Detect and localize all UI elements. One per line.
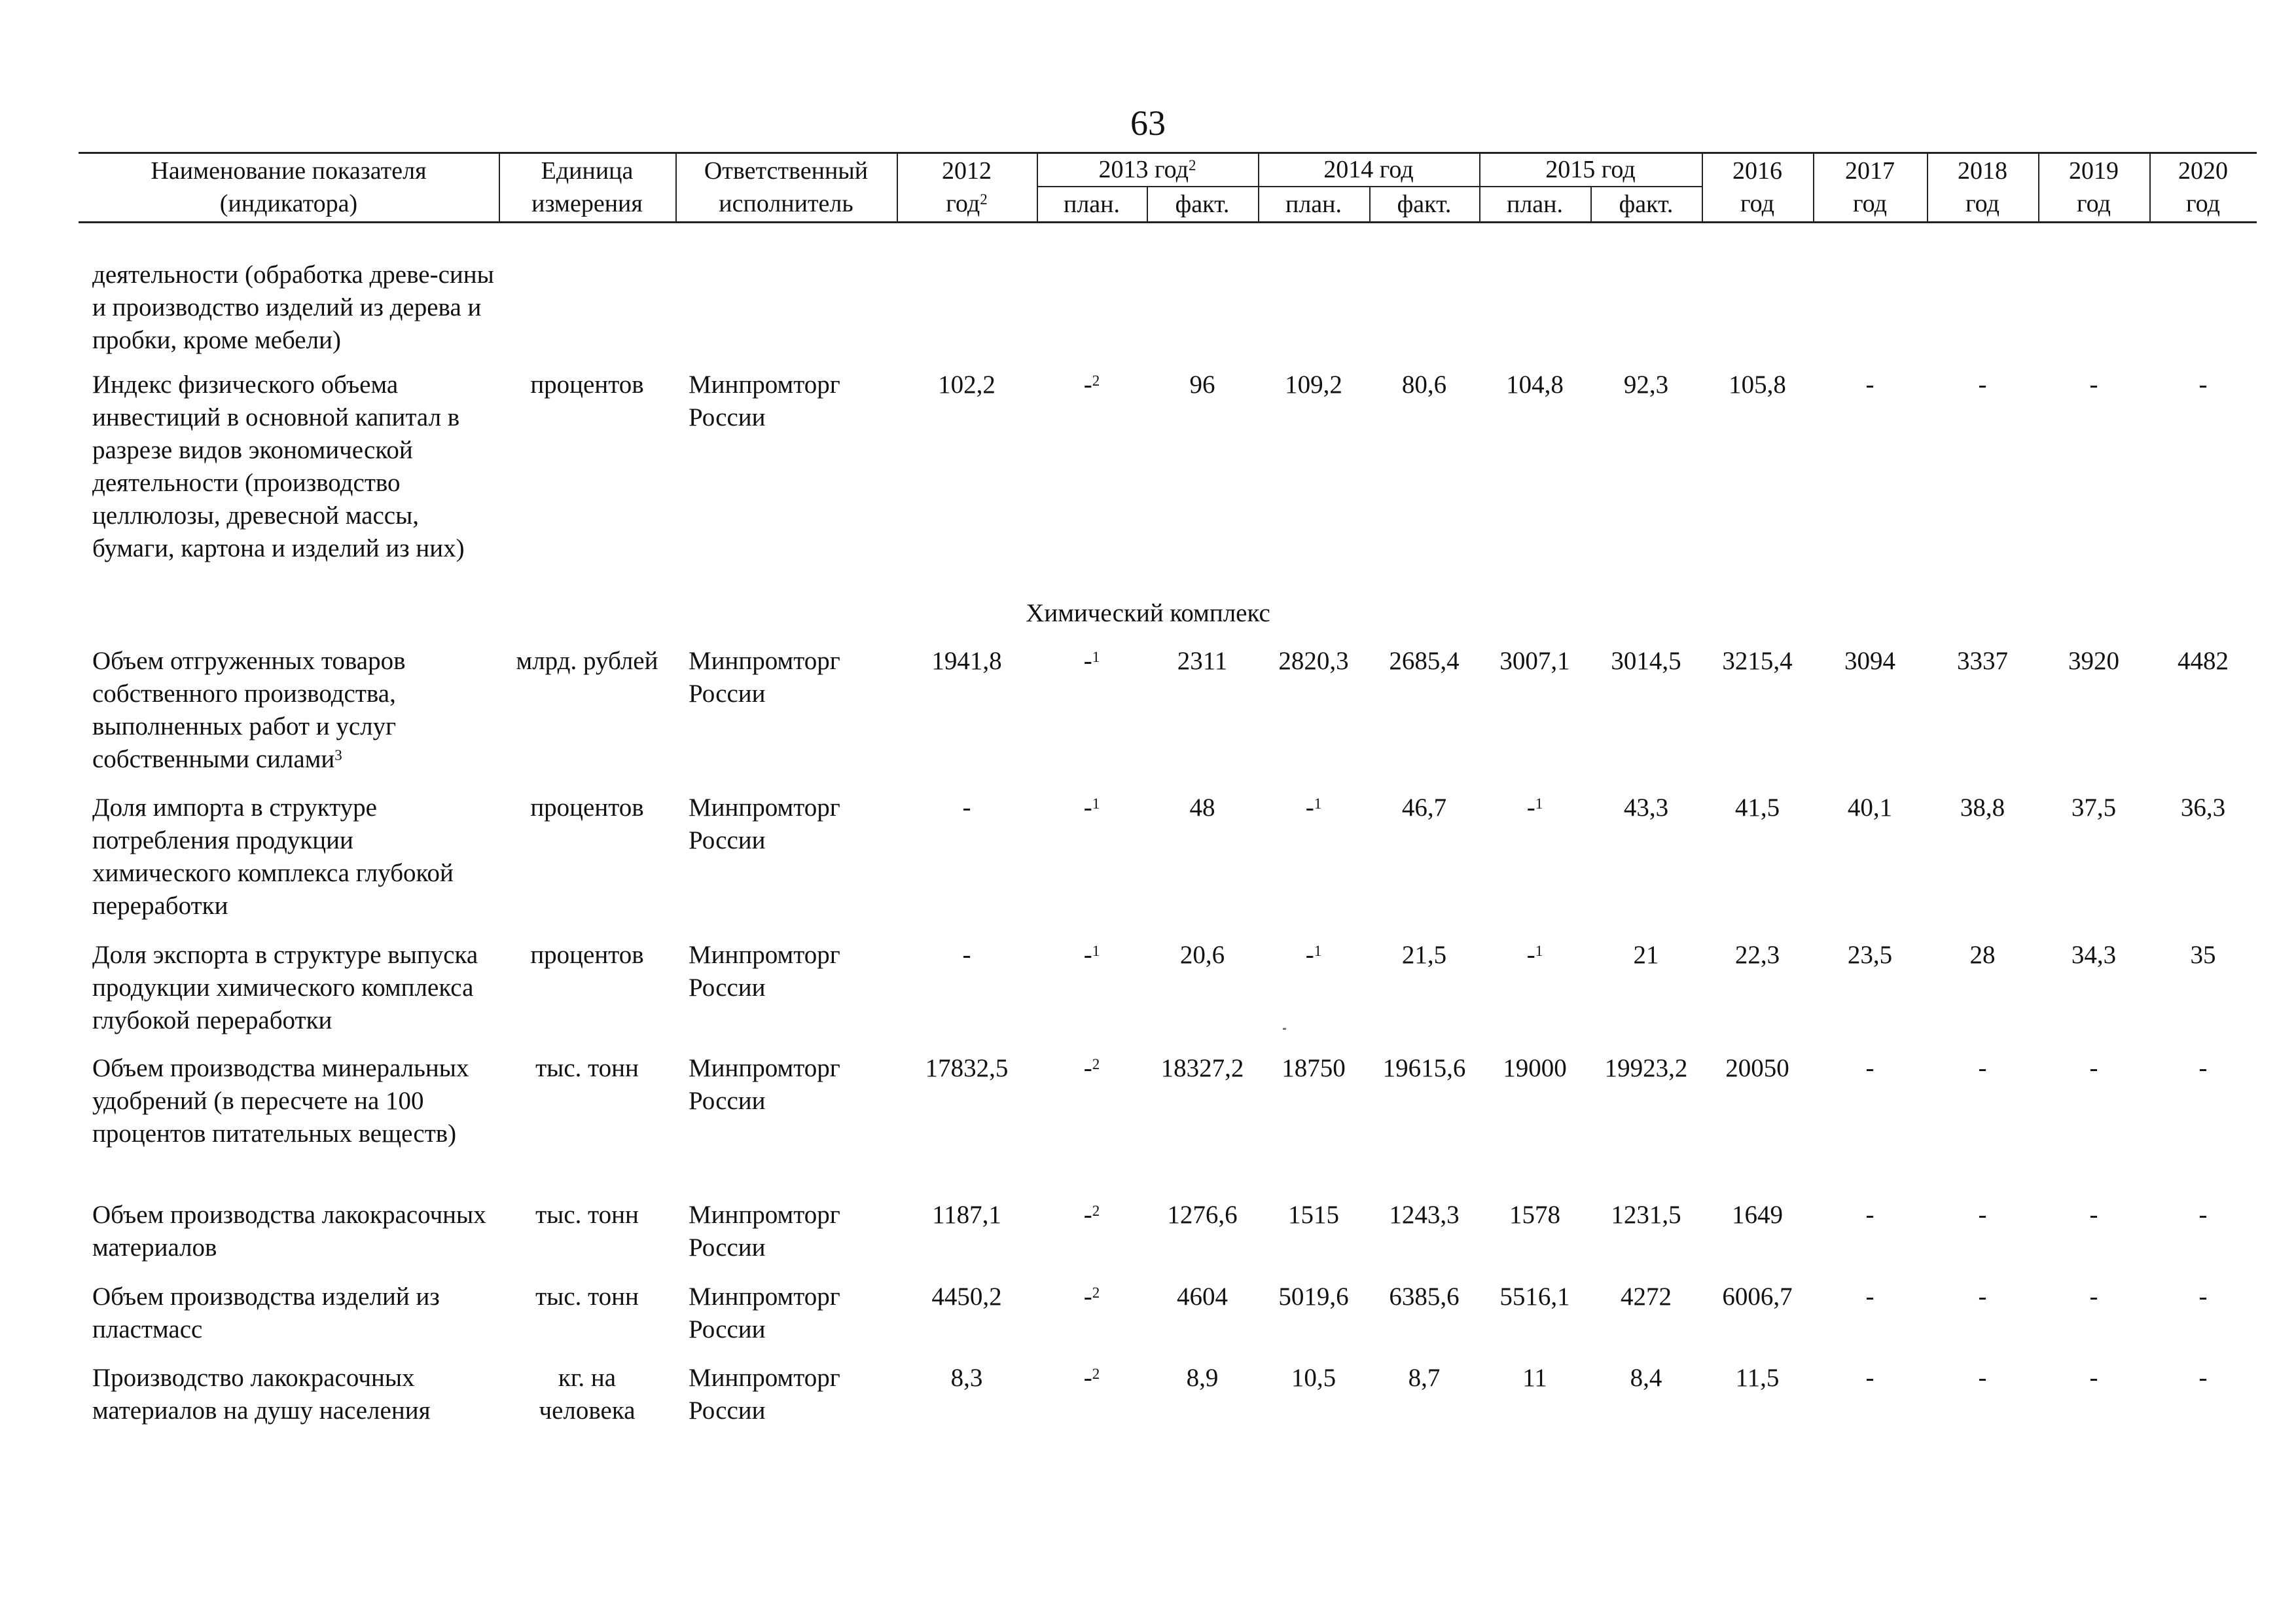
value-cell: 18750 <box>1282 1054 1346 1082</box>
value-cell: 10,5 <box>1291 1364 1336 1392</box>
value-cell: 3337 <box>1957 647 2008 675</box>
value-cell: 4450,2 <box>931 1283 1002 1311</box>
header-2012: 2012 год$^2$ <box>942 157 992 217</box>
row-name: Объем производства изделий из пластмасс <box>92 1283 440 1343</box>
value-cell: 96 <box>1189 371 1215 399</box>
value-cell: 109,2 <box>1285 371 1342 399</box>
row-unit: процентов <box>530 941 644 969</box>
value-cell: 36,3 <box>2180 793 2226 822</box>
value-cell: 1515 <box>1288 1201 1339 1229</box>
footnote-mark: 3 <box>334 747 342 763</box>
value-cell: 37,5 <box>2071 793 2117 822</box>
header-bottom-rule <box>79 221 2257 223</box>
value-cell: -$^1$ <box>1083 647 1100 675</box>
value-cell: 6385,6 <box>1389 1283 1460 1311</box>
header-2016: 2016 год <box>1732 157 1782 217</box>
header-fact: факт. <box>1175 191 1230 218</box>
value-cell: 3215,4 <box>1722 647 1793 675</box>
row-executor: Минпромторг России <box>689 1054 840 1115</box>
footnote-mark: 2 <box>1092 1285 1100 1301</box>
row-executor: Минпромторг России <box>689 1364 840 1425</box>
value-cell: 19000 <box>1503 1054 1567 1082</box>
row-executor: Минпромторг России <box>689 647 840 708</box>
value-cell: - <box>2089 1201 2098 1229</box>
value-cell: 4272 <box>1621 1283 1672 1311</box>
header-name: Наименование показателя (индикатора) <box>151 157 427 217</box>
value-cell: - <box>1865 1283 1874 1311</box>
value-cell: 38,8 <box>1960 793 2005 822</box>
row-name: Доля импорта в структуре потребления продукции химического комплекса глубокой переработки <box>92 793 454 920</box>
row-executor: Минпромторг России <box>689 793 840 854</box>
value-cell: - <box>1978 1201 1987 1229</box>
value-cell: - <box>2198 1283 2208 1311</box>
value-cell: 43,3 <box>1623 793 1669 822</box>
header-plan: план. <box>1506 191 1563 218</box>
value-cell: - <box>962 941 971 969</box>
value-cell: 23,5 <box>1847 941 1893 969</box>
value-cell: 1187,1 <box>932 1201 1001 1229</box>
header-2015: 2015 год <box>1545 156 1636 183</box>
value-cell: 21,5 <box>1401 941 1447 969</box>
value-cell: 1231,5 <box>1611 1201 1681 1229</box>
row-name: Объем производства лакокрасочных материалов <box>92 1201 486 1262</box>
value-cell: 35 <box>2190 941 2216 969</box>
header-fact: факт. <box>1619 191 1674 218</box>
value-cell: 34,3 <box>2071 941 2117 969</box>
row-unit: кг. на человека <box>539 1364 636 1425</box>
footnote-mark: 1 <box>1314 943 1322 959</box>
value-cell: - <box>2089 371 2098 399</box>
value-cell: 41,5 <box>1734 793 1780 822</box>
value-cell: -$^2$ <box>1083 1054 1100 1082</box>
row-executor: Минпромторг России <box>689 371 840 431</box>
value-cell: 3920 <box>2068 647 2119 675</box>
value-cell: 2311 <box>1177 647 1228 675</box>
value-cell: 40,1 <box>1847 793 1893 822</box>
value-cell: 80,6 <box>1401 371 1447 399</box>
value-cell: 1649 <box>1732 1201 1783 1229</box>
value-cell: 17832,5 <box>925 1054 1009 1082</box>
row-unit: тыс. тонн <box>535 1283 639 1311</box>
value-cell: -$^1$ <box>1526 793 1543 822</box>
value-cell: - <box>2198 371 2208 399</box>
value-cell: -$^2$ <box>1083 1364 1100 1392</box>
value-cell: 18327,2 <box>1160 1054 1244 1082</box>
value-cell: 1276,6 <box>1167 1201 1238 1229</box>
value-cell: 8,7 <box>1408 1364 1441 1392</box>
value-cell: 1243,3 <box>1389 1201 1460 1229</box>
header-unit: Единица измерения <box>531 157 643 217</box>
row-executor: Минпромторг России <box>689 1283 840 1343</box>
value-cell: 104,8 <box>1506 371 1564 399</box>
value-cell: - <box>2089 1283 2098 1311</box>
value-cell: - <box>1865 371 1874 399</box>
value-cell: -$^2$ <box>1083 371 1100 399</box>
footnote-mark: 2 <box>1092 373 1100 389</box>
footnote-mark: 2 <box>1092 1366 1100 1382</box>
value-cell: - <box>2198 1201 2208 1229</box>
section-title: Химический комплекс <box>1026 599 1270 627</box>
value-cell: - <box>2198 1054 2208 1082</box>
value-cell: 105,8 <box>1729 371 1786 399</box>
value-cell: 2820,3 <box>1278 647 1349 675</box>
row-executor: Минпромторг России <box>689 1201 840 1262</box>
header-2019: 2019 год <box>2069 157 2119 217</box>
value-cell: - <box>1978 1054 1987 1082</box>
value-cell: 21 <box>1633 941 1659 969</box>
value-cell: 1941,8 <box>931 647 1002 675</box>
value-cell: 11 <box>1522 1364 1547 1392</box>
value-cell: - <box>2198 1364 2208 1392</box>
value-cell: - <box>2089 1054 2098 1082</box>
plan-fact-rule <box>1037 186 1702 187</box>
row-name: деятельности (обработка древе-сины и производство изделий из дерева и пробки, кроме мебели) <box>92 261 494 354</box>
value-cell: -$^1$ <box>1526 941 1543 969</box>
header-2020: 2020 год <box>2178 157 2228 217</box>
value-cell: 8,3 <box>950 1364 983 1392</box>
header-2014: 2014 год <box>1323 156 1414 183</box>
footnote-mark: 1 <box>1092 795 1100 812</box>
footnote-mark: 2 <box>1092 1056 1100 1072</box>
header-2018: 2018 год <box>1958 157 2007 217</box>
value-cell: -$^1$ <box>1305 941 1322 969</box>
header-fact: факт. <box>1397 191 1452 218</box>
value-cell: - <box>1978 1364 1987 1392</box>
header-executor: Ответственный исполнитель <box>704 157 869 217</box>
value-cell: 92,3 <box>1623 371 1669 399</box>
value-cell: 3007,1 <box>1499 647 1570 675</box>
row-name: Доля экспорта в структуре выпуска продукции химического комплекса глубокой переработки <box>92 941 478 1034</box>
value-cell: 8,9 <box>1186 1364 1219 1392</box>
value-cell: 3094 <box>1844 647 1895 675</box>
value-cell: -$^1$ <box>1305 793 1322 822</box>
value-cell: 3014,5 <box>1611 647 1681 675</box>
value-cell: 8,4 <box>1630 1364 1662 1392</box>
value-cell: 4604 <box>1177 1283 1228 1311</box>
row-unit: тыс. тонн <box>535 1054 639 1082</box>
value-cell: 6006,7 <box>1722 1283 1793 1311</box>
row-name: Объем отгруженных товаров собственного производства, выполненных работ и услуг собственными силами$^3$ <box>92 647 406 773</box>
header-plan: план. <box>1285 191 1342 218</box>
footnote-mark: 1 <box>1092 943 1100 959</box>
row-executor: Минпромторг России <box>689 941 840 1002</box>
value-cell: 11,5 <box>1735 1364 1780 1392</box>
row-unit: процентов <box>530 371 644 399</box>
value-cell: - <box>1865 1364 1874 1392</box>
page-number: 63 <box>1130 103 1166 143</box>
footnote-mark: 2 <box>1092 1203 1100 1219</box>
row-unit: процентов <box>530 793 644 822</box>
value-cell: 2685,4 <box>1389 647 1460 675</box>
header-plan: план. <box>1063 191 1120 218</box>
value-cell: 48 <box>1189 793 1215 822</box>
value-cell: 19923,2 <box>1604 1054 1688 1082</box>
value-cell: 28 <box>1969 941 1996 969</box>
value-cell: 4482 <box>2178 647 2229 675</box>
row-unit: млрд. рублей <box>516 647 658 675</box>
value-cell: 19615,6 <box>1382 1054 1466 1082</box>
value-cell: 5516,1 <box>1499 1283 1570 1311</box>
footnote-mark: 1 <box>1535 943 1543 959</box>
row-name: Объем производства минеральных удобрений (в пересчете на 100 процентов питательных веществ) <box>92 1054 469 1148</box>
value-cell: 22,3 <box>1734 941 1780 969</box>
row-name: Индекс физического объема инвестиций в основной капитал в разрезе видов экономической деятельности (производство целлюлозы, древесной массы, бумаги, картона и изделий из них) <box>92 371 465 562</box>
value-cell: - <box>2089 1364 2098 1392</box>
value-cell: - <box>1978 371 1987 399</box>
value-cell: - <box>1978 1283 1987 1311</box>
value-cell: 20,6 <box>1179 941 1225 969</box>
value-cell: - <box>962 793 971 822</box>
footnote-mark: 1 <box>1314 795 1322 812</box>
value-cell: -$^2$ <box>1083 1201 1100 1229</box>
value-cell: 102,2 <box>938 371 996 399</box>
value-cell: - <box>1865 1201 1874 1229</box>
header-2013: 2013 год$^2$ <box>1098 156 1196 183</box>
header-2017: 2017 год <box>1845 157 1895 217</box>
value-cell: -$^2$ <box>1083 1283 1100 1311</box>
footnote-mark: 1 <box>1535 795 1543 812</box>
scan-speck <box>1283 1028 1286 1030</box>
value-cell: - <box>1865 1054 1874 1082</box>
value-cell: -$^1$ <box>1083 941 1100 969</box>
row-unit: тыс. тонн <box>535 1201 639 1229</box>
value-cell: -$^1$ <box>1083 793 1100 822</box>
value-cell: 20050 <box>1725 1054 1789 1082</box>
value-cell: 5019,6 <box>1278 1283 1349 1311</box>
value-cell: 1578 <box>1509 1201 1560 1229</box>
footnote-mark: 1 <box>1092 649 1100 665</box>
row-name: Производство лакокрасочных материалов на душу населения <box>92 1364 431 1425</box>
value-cell: 46,7 <box>1401 793 1447 822</box>
